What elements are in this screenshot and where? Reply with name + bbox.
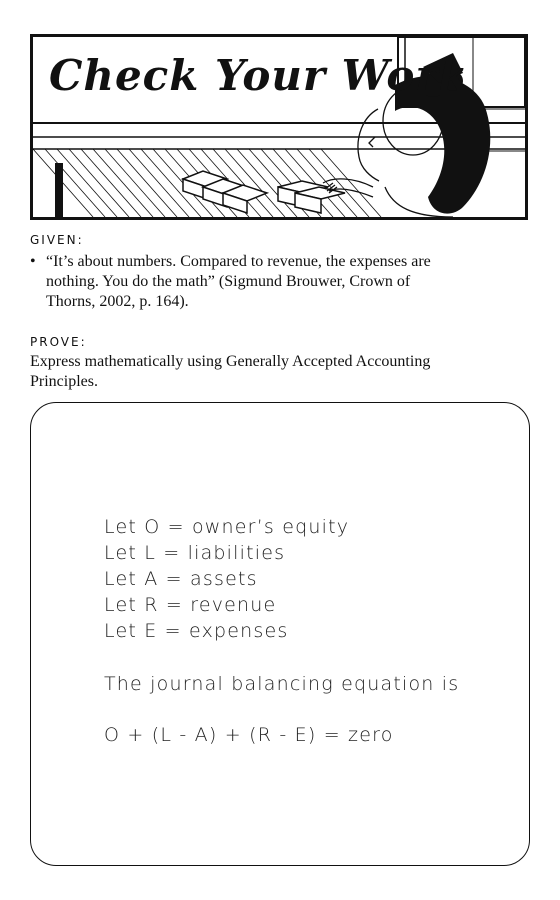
balancing-equation: O + (L - A) + (R - E) = zero <box>104 724 394 746</box>
equation-statement: The journal balancing equation is <box>104 673 460 695</box>
prove-label: PROVE: <box>30 335 87 349</box>
banner-title: Check Your Work <box>49 51 469 100</box>
definition-line: Let R = revenue <box>104 594 277 616</box>
prove-line: Express mathematically using Generally Accepted Accounting <box>30 353 431 370</box>
quote-line: Thorns, 2002, p. 164). <box>46 293 189 310</box>
definition-line: Let E = expenses <box>104 620 289 642</box>
definition-line: Let L = liabilities <box>104 542 286 564</box>
definition-line: Let A = assets <box>104 568 258 590</box>
definition-line: Let O = owner’s equity <box>104 516 350 538</box>
given-label: GIVEN: <box>30 233 84 247</box>
illustration-banner <box>30 34 528 220</box>
bullet-icon: • <box>30 253 36 270</box>
given-quote <box>30 252 510 316</box>
prove-line: Principles. <box>30 373 98 390</box>
quote-line: “It’s about numbers. Compared to revenue, the expenses are <box>46 253 431 270</box>
quote-line: nothing. You do the math” (Sigmund Brouwer, Crown of <box>46 273 411 290</box>
